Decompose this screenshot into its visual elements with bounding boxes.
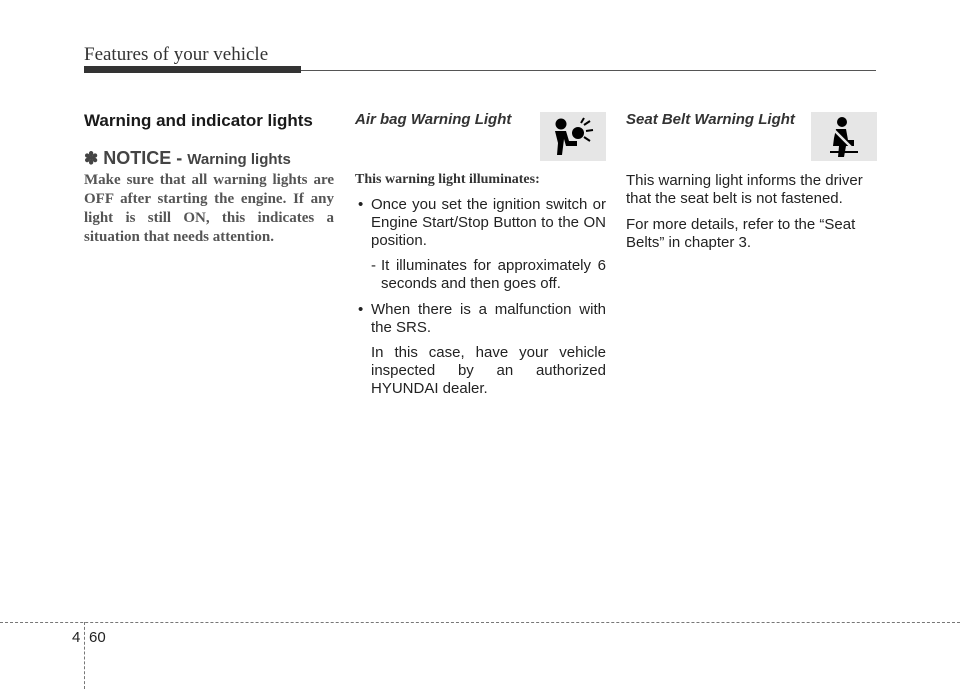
- dash-mark: -: [371, 257, 376, 274]
- airbag-title: Air bag Warning Light: [355, 111, 512, 128]
- page-number: 60: [89, 629, 106, 646]
- seatbelt-warning-icon: [811, 112, 877, 161]
- seatbelt-paragraph: For more details, refer to the “Seat Belts” in chapter 3.: [626, 216, 856, 251]
- footer-rule: [0, 622, 960, 623]
- notice-label: NOTICE -: [103, 148, 183, 168]
- dash-text: It illuminates for approximately 6 seconds and then goes off.: [381, 257, 606, 292]
- notice-body: Make sure that all warning lights are OFF after starting the engine. If any light is still ON, this indicates a situation that needs attention.: [84, 172, 334, 245]
- list-item-followup: In this case, have your vehicle inspected by an authorized HYUNDAI dealer.: [371, 344, 606, 397]
- list-item: • Once you set the ignition switch or Engine Start/Stop Button to the ON position.: [355, 196, 606, 250]
- list-item: • When there is a malfunction with the SRS.: [355, 301, 606, 337]
- page-header-title: Features of your vehicle: [84, 44, 269, 65]
- airbag-warning-icon: [540, 112, 606, 161]
- seatbelt-column: [626, 108, 877, 252]
- list-subitem: [355, 257, 606, 293]
- notice-star-icon: ✽: [84, 149, 99, 168]
- airbag-column: [355, 108, 606, 398]
- chapter-number: 4: [72, 629, 81, 646]
- header-accent-bar: [84, 66, 301, 73]
- seatbelt-paragraph: This warning light informs the driver that the seat belt is not fastened.: [626, 172, 863, 207]
- notice-subtitle: Warning lights: [187, 151, 291, 168]
- seatbelt-title: Seat Belt Warning Light: [626, 111, 795, 128]
- footer-divider: [84, 622, 85, 689]
- airbag-intro: This warning light illuminates:: [355, 172, 540, 187]
- notice-heading: [84, 148, 334, 169]
- left-column: [84, 108, 334, 247]
- section-title: Warning and indicator lights: [84, 111, 313, 130]
